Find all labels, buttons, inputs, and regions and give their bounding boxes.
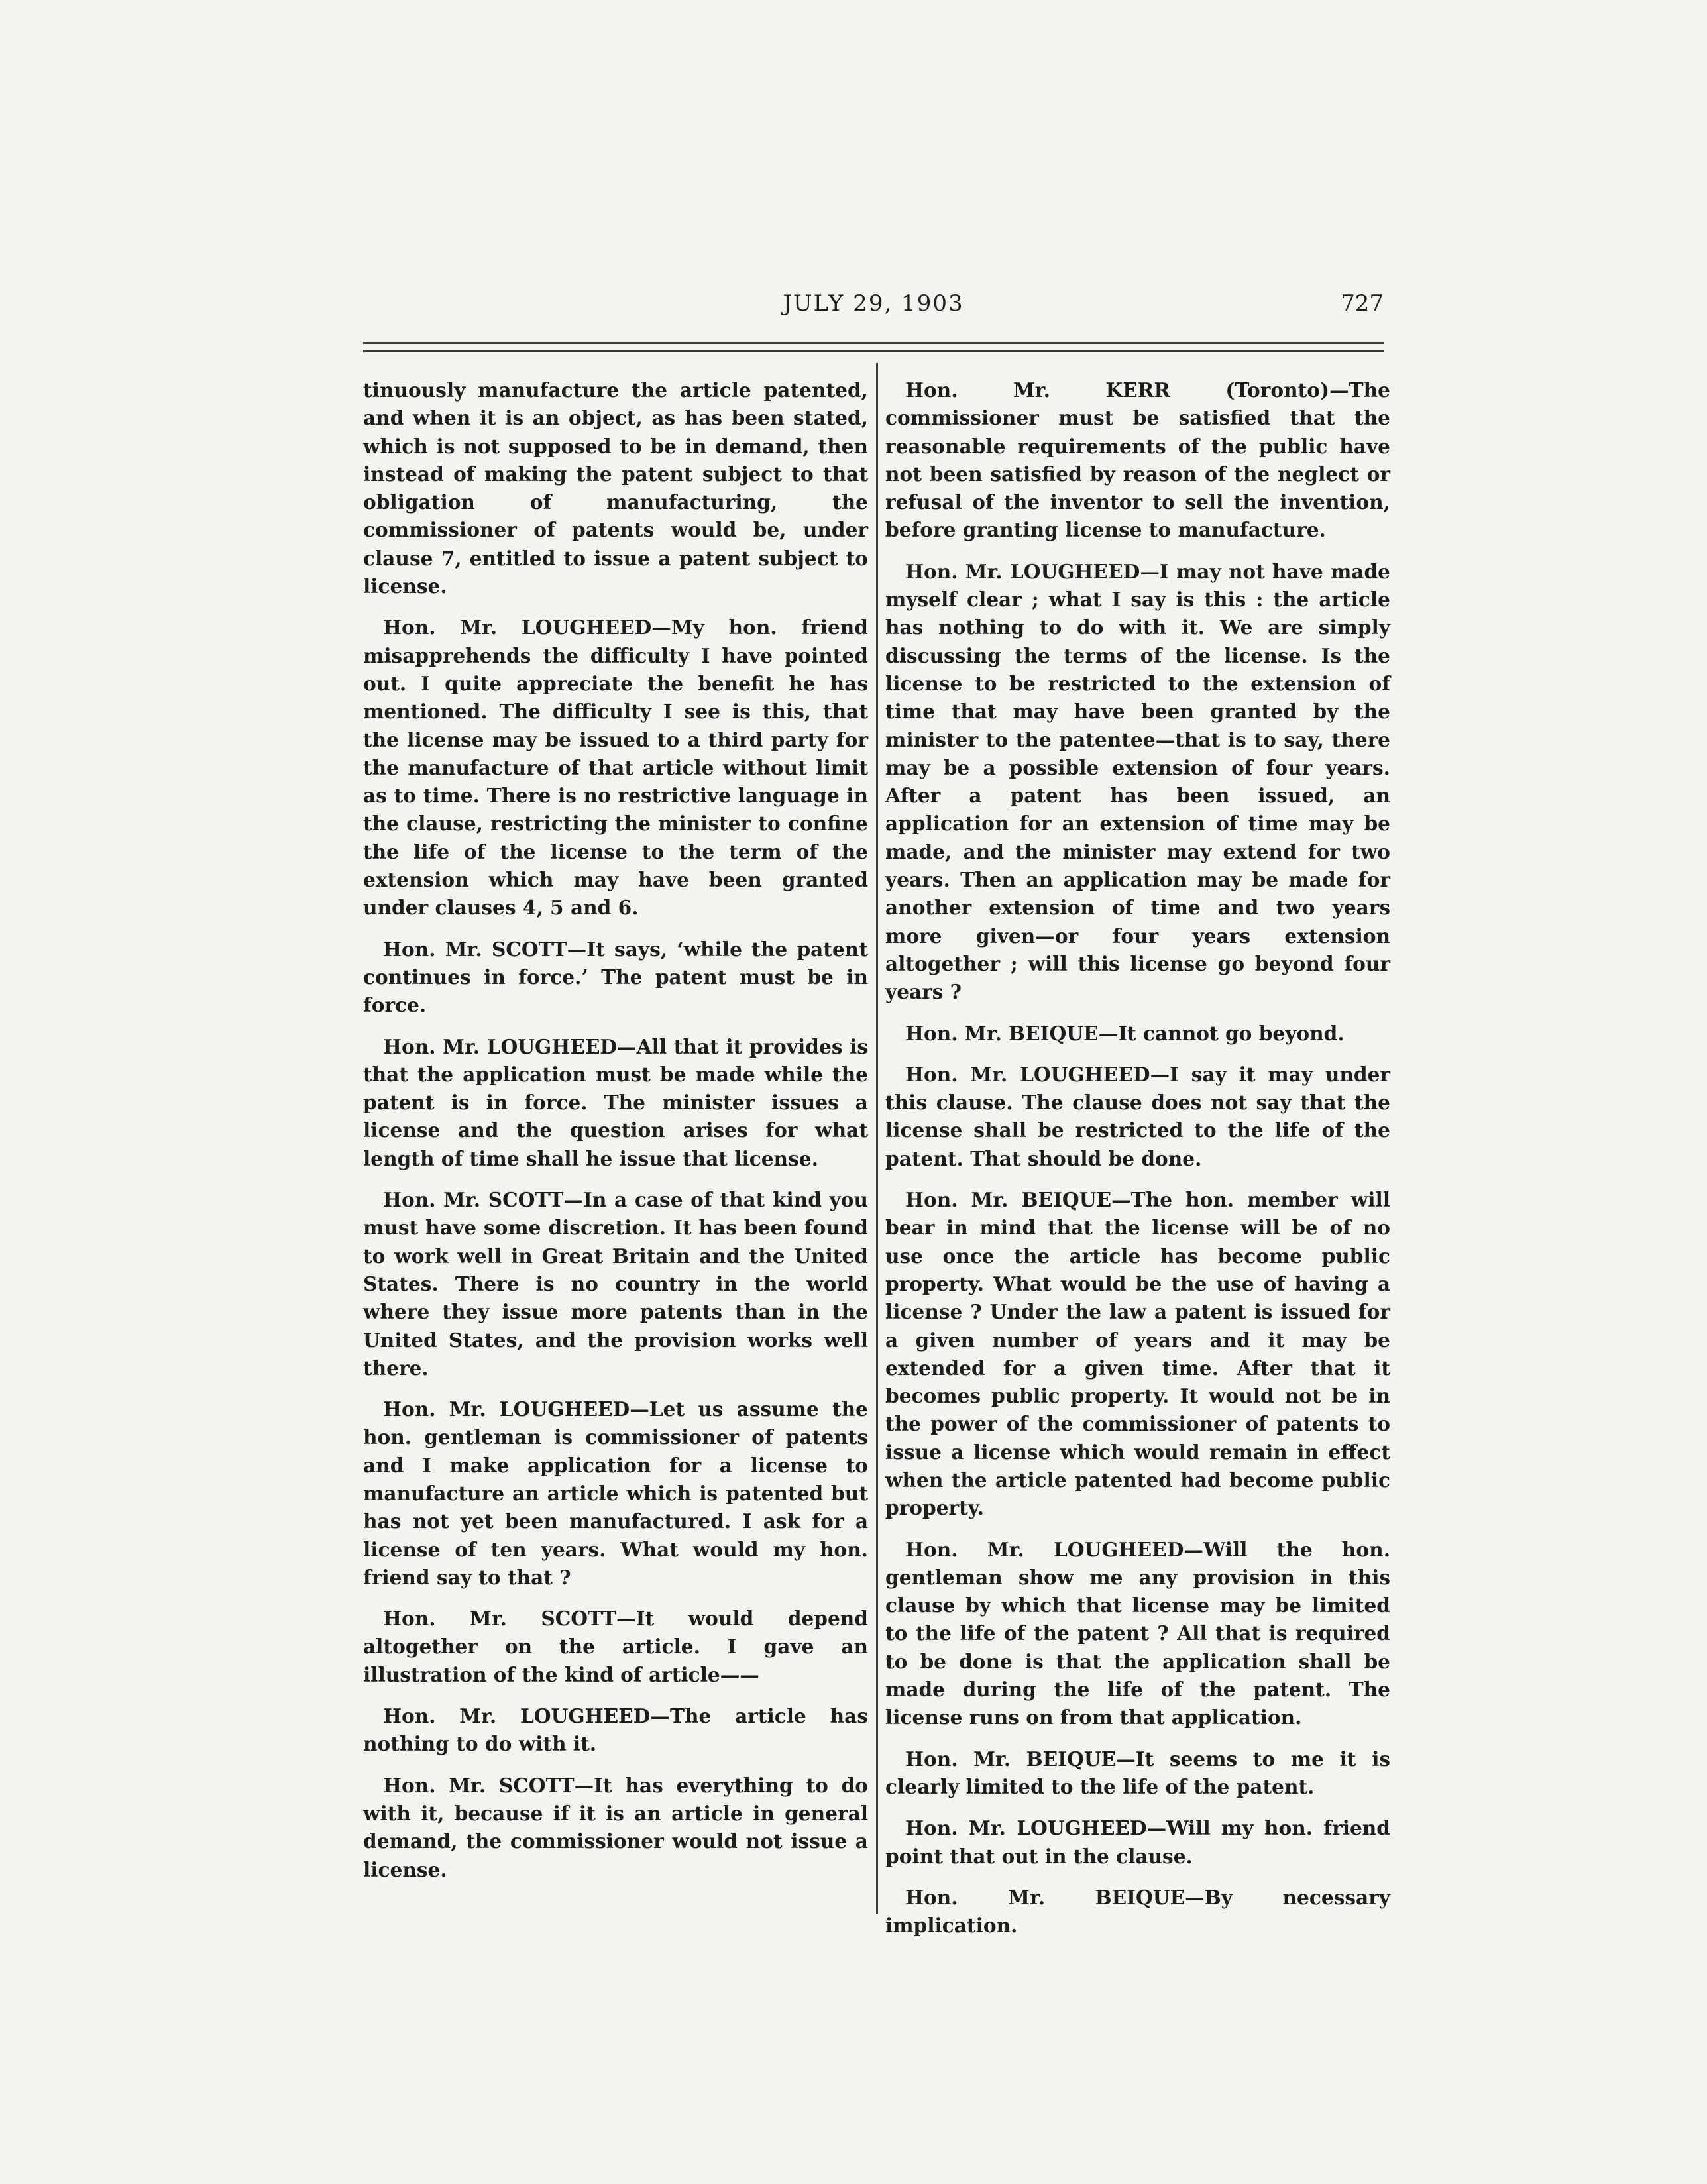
- paragraph: Hon. Mr. LOUGHEED—I say it may under this clause. The clause does not say that the license shall be restricted to the life of the patent. That should be done.: [885, 1062, 1390, 1170]
- paragraph: Hon. Mr. LOUGHEED—Will my hon. friend point that out in the clause.: [885, 1816, 1390, 1868]
- header-rule-top: [363, 342, 1384, 344]
- paragraph: Hon. Mr. LOUGHEED—My hon. friend misapprehends the difficulty I have pointed out. I quite appreciate the benefit he has mentioned. The difficulty I see is this, that the license may be issued to a third party for the manufacture of that article without limit as to time. There is no restrictive language in the clause, restricting the minister to confine the life of the license to the term of the extension which may have been granted under clauses 4, 5 and 6.: [363, 616, 868, 920]
- paragraph: Hon. Mr. LOUGHEED—Will the hon. gentleman show me any provision in this clause by which that license may be limited to the life of the patent ? All that is required to be done is that the application shall be made during the life of the patent. The license runs on from that application.: [885, 1537, 1390, 1729]
- paragraph: Hon. Mr. BEIQUE—It cannot go beyond.: [905, 1021, 1345, 1045]
- paragraph: Hon. Mr. BEIQUE—The hon. member will bear in mind that the license will be of no use once the article has become public property. What would be the use of having a license ? Under the law a patent is issued for a given number of years and it may be extended for a given time. After that it becomes public property. It would not be in the power of the commissioner of patents to issue a license which would remain in effect when the article patented had become public property.: [885, 1188, 1390, 1520]
- right-column: [885, 376, 1390, 1953]
- paragraph: Hon. Mr. SCOTT—It says, ‘while the patent continues in force.’ The patent must be in force.: [363, 937, 868, 1017]
- paragraph: Hon. Mr. KERR (Toronto)—The commissioner must be satisfied that the reasonable requirements of the public have not been satisfied by reason of the neglect or refusal of the inventor to sell the invention, before granting license to manufacture.: [885, 378, 1390, 542]
- header-rule-bottom: [363, 350, 1384, 352]
- paragraph: Hon. Mr. BEIQUE—It seems to me it is clearly limited to the life of the patent.: [885, 1747, 1390, 1798]
- left-column: [363, 376, 868, 1897]
- paragraph: Hon. Mr. LOUGHEED—All that it provides is that the application must be made while the patent is in force. The minister issues a license and the question arises for what length of time shall he issue that license.: [363, 1034, 868, 1170]
- paragraph: Hon. Mr. BEIQUE—By necessary implication.: [885, 1885, 1390, 1938]
- paragraph: Hon. Mr. LOUGHEED—The article has nothing to do with it.: [363, 1704, 868, 1756]
- paragraph: Hon. Mr. SCOTT—It would depend altogether on the article. I gave an illustration of the kind of article——: [363, 1607, 868, 1686]
- paragraph: Hon. Mr. SCOTT—It has everything to do with it, because if it is an article in general demand, the commissioner would not issue a license.: [363, 1773, 868, 1881]
- page-header: [363, 290, 1384, 330]
- page-number: 727: [1341, 290, 1384, 317]
- column-divider: [876, 363, 878, 1914]
- page-date: JULY 29, 1903: [783, 290, 964, 317]
- paragraph: Hon. Mr. LOUGHEED—I may not have made myself clear ; what I say is this : the article has nothing to do with it. We are simply discussing the terms of the license. Is the license to be restricted to the extension of time that may have been granted by the minister to the patentee—that is to say, there may be a possible extension of four years. After a patent has been issued, an application for an extension of time may be made, and the minister may extend for two years. Then an application may be made for another extension of time and two years more given—or four years extension altogether ; will this license go beyond four years ?: [885, 559, 1390, 1004]
- paragraph: Hon. Mr. SCOTT—In a case of that kind you must have some discretion. It has been found to work well in Great Britain and the United States. There is no country in the world where they issue more patents than in the United States, and the provision works well there.: [363, 1188, 868, 1380]
- paragraph: Hon. Mr. LOUGHEED—Let us assume the hon. gentleman is commissioner of patents and I make application for a license to manufacture an article which is patented but has not yet been manufactured. I ask for a license of ten years. What would my hon. friend say to that ?: [363, 1397, 868, 1589]
- paragraph: tinuously manufacture the article patented, and when it is an object, as has been stated, which is not supposed to be in demand, then instead of making the patent subject to that obligation of manufacturing, the commissioner of patents would be, under clause 7, entitled to issue a patent subject to license.: [363, 378, 868, 598]
